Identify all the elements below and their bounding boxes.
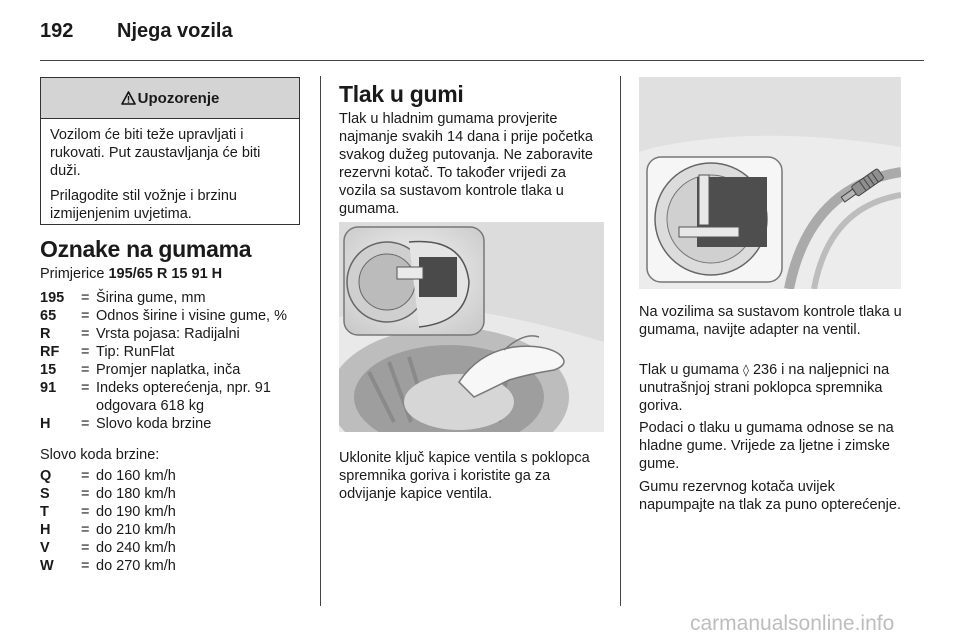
code-row <box>40 557 315 575</box>
code-equals: = <box>81 486 90 502</box>
warning-title: Upozorenje <box>137 89 220 107</box>
code-key: H <box>40 522 51 538</box>
column-divider-left <box>320 76 321 606</box>
code-key: R <box>40 326 51 342</box>
code-value: do 190 km/h <box>96 504 176 520</box>
code-value: Širina gume, mm <box>96 290 206 306</box>
code-value: do 240 km/h <box>96 540 176 556</box>
code-key: 15 <box>40 362 57 378</box>
pressure-reference-text: Tlak u gumama <box>639 362 739 378</box>
code-value: do 270 km/h <box>96 558 176 574</box>
valve-cap-key-illustration <box>339 222 604 432</box>
pressure-reference-paragraph <box>639 361 907 415</box>
code-value: do 210 km/h <box>96 522 176 538</box>
code-row <box>40 539 315 557</box>
code-equals: = <box>81 290 90 306</box>
code-equals: = <box>81 504 90 520</box>
code-equals: = <box>81 540 90 556</box>
tyre-pressure-heading: Tlak u gumi <box>339 81 464 107</box>
column-divider-right <box>620 76 621 606</box>
code-row <box>40 325 315 343</box>
illustration-1-caption: Uklonite ključ kapice ventila s poklopca spremnika goriva i koristite ga za odvijanje kapice ventila. <box>339 450 590 502</box>
code-row <box>40 361 315 379</box>
warning-triangle-icon <box>121 91 136 105</box>
header-divider <box>40 60 924 61</box>
page-number: 192 <box>40 20 74 42</box>
warning-text-2: Prilagodite stil vožnje i brzinu izmijenjenim uvjetima. <box>50 188 237 222</box>
code-equals: = <box>81 416 90 432</box>
code-row <box>40 467 315 485</box>
code-key: 195 <box>40 290 65 306</box>
speed-code-heading: Slovo koda brzine: <box>40 447 160 463</box>
pressure-reference-rest: 236 i na naljepnici na unutrašnjoj strani poklopca spremnika goriva. <box>639 362 890 414</box>
watermark: carmanualsonline.info <box>690 612 895 635</box>
code-key: T <box>40 504 49 520</box>
code-equals: = <box>81 362 90 378</box>
code-key: W <box>40 558 54 574</box>
code-key: 91 <box>40 380 57 396</box>
warning-text-1: Vozilom će biti teže upravljati i rukovati. Put zaustavljanja će biti duži. <box>50 127 261 179</box>
pressure-adapter-illustration <box>639 77 901 289</box>
code-row <box>40 379 315 415</box>
code-equals: = <box>81 522 90 538</box>
code-equals: = <box>81 308 90 324</box>
example-label: Primjerice <box>40 266 105 282</box>
code-row <box>40 521 315 539</box>
code-row <box>40 289 315 307</box>
warning-header <box>41 78 299 119</box>
code-equals: = <box>81 380 90 396</box>
code-row <box>40 485 315 503</box>
page-title: Njega vozila <box>117 20 233 42</box>
code-value: Slovo koda brzine <box>96 416 212 432</box>
page-reference-arrow-icon: ◊ <box>742 363 749 377</box>
speed-code-list <box>40 467 315 575</box>
code-row <box>40 503 315 521</box>
code-value: Odnos širine i visine gume, % <box>96 308 287 324</box>
code-value: Promjer naplatka, inča <box>96 362 241 378</box>
code-value: do 180 km/h <box>96 486 176 502</box>
code-equals: = <box>81 558 90 574</box>
code-key: 65 <box>40 308 57 324</box>
code-value: Vrsta pojasa: Radijalni <box>96 326 240 342</box>
code-equals: = <box>81 468 90 484</box>
code-row <box>40 307 315 325</box>
example-code: 195/65 R 15 91 H <box>108 266 223 282</box>
code-key: RF <box>40 344 60 360</box>
tyre-markings-heading: Oznake na gumama <box>40 236 252 262</box>
code-value: Tip: RunFlat <box>96 344 175 360</box>
code-key: H <box>40 416 51 432</box>
adapter-paragraph: Na vozilima sa sustavom kontrole tlaka u gumama, navijte adapter na ventil. <box>639 304 902 338</box>
code-key: V <box>40 540 50 556</box>
code-value: Indeks opterećenja, npr. 91 odgovara 618 kg <box>96 380 271 414</box>
tyre-pressure-intro: Tlak u hladnim gumama provjerite najmanje svakih 14 dana i prije početka svakog dužeg putovanja. Ne zaboravite rezervni kotač. To također vrijedi za vozila sa sustavom kontrole tlaka u gumama. <box>339 111 593 217</box>
code-equals: = <box>81 326 90 342</box>
code-key: S <box>40 486 50 502</box>
cold-tyre-paragraph: Podaci o tlaku u gumama odnose se na hladne gume. Vrijede za ljetne i zimske gume. <box>639 420 894 472</box>
code-key: Q <box>40 468 52 484</box>
spare-wheel-paragraph: Gumu rezervnog kotača uvijek napumpajte na tlak za puno opterećenje. <box>639 479 901 513</box>
code-row <box>40 415 315 433</box>
code-equals: = <box>81 344 90 360</box>
warning-box <box>40 77 300 225</box>
code-value: do 160 km/h <box>96 468 176 484</box>
code-row <box>40 343 315 361</box>
example-line <box>40 265 222 283</box>
tyre-code-list <box>40 289 315 433</box>
